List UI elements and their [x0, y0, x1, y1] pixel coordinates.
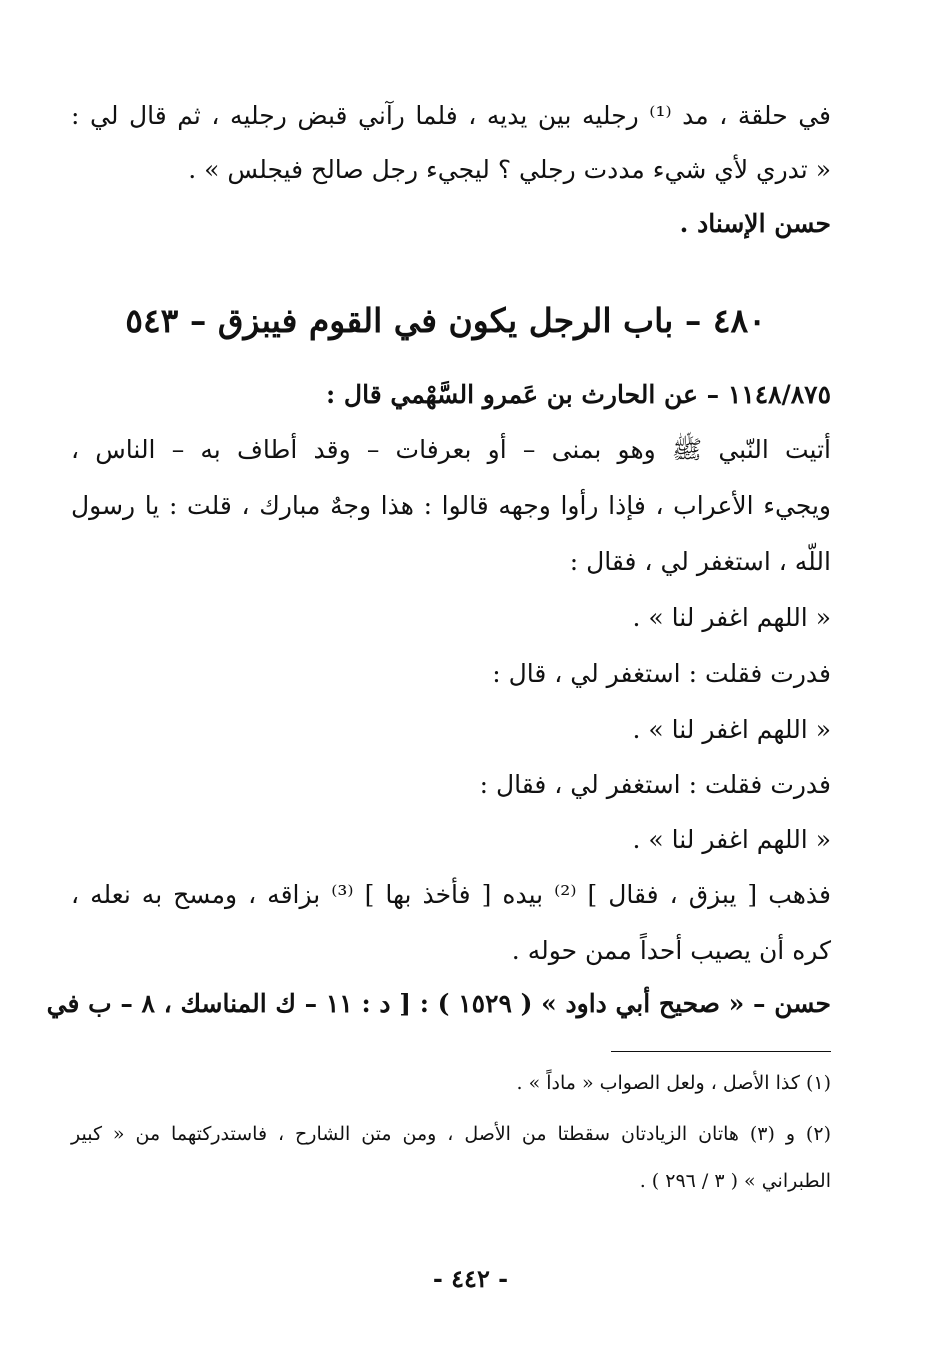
quote-line: « اللهم اغفر لنا » .	[632, 603, 831, 632]
paragraph-line: فدرت فقلت : استغفر لي ، قال :	[492, 659, 831, 688]
paragraph-line: « تدري لأي شيء مددت رجلي ؟ ليجيء رجل صالح فيجلس » .	[188, 155, 831, 184]
quote-line: « اللهم اغفر لنا » .	[632, 825, 831, 854]
footnote-divider	[611, 1051, 831, 1052]
hadith-grade-line: حسن – « صحيح أبي داود » ( ١٥٢٩ ) : [ د : ١١ – ك المناسك ، ٨ – ب في	[46, 989, 831, 1018]
footnote: (١) كذا الأصل ، ولعل الصواب « ماداً » .	[516, 1072, 831, 1094]
paragraph-line: فدرت فقلت : استغفر لي ، فقال :	[479, 770, 831, 799]
footnote: (٢) و (٣) هاتان الزيادتان سقطتا من الأصل ، ومن متن الشارح ، فاستدركتهما من « كبير	[71, 1123, 831, 1145]
footnote-continuation: الطبراني » ( ٣ / ٢٩٦ ) .	[639, 1170, 831, 1192]
paragraph-line: أتيت النّبي ﷺ وهو بمنى – أو بعرفات – وقد أطاف به – الناس ،	[71, 435, 831, 464]
page-number: - ٤٤٢ -	[432, 1264, 509, 1293]
paragraph-line: ويجيء الأعراب ، فإذا رأوا وجهه قالوا : هذا وجهٌ مبارك ، قلت : يا رسول	[71, 491, 831, 520]
chapter-title: ٤٨٠ – باب الرجل يكون في القوم فيبزق – ٥٤٣	[125, 301, 766, 340]
paragraph-line: كره أن يصيب أحداً ممن حوله .	[511, 936, 831, 965]
hadith-number-line: ١١٤٨/٨٧٥ – عن الحارث بن عَمرو السَّهْمي قال :	[326, 380, 831, 409]
hadith-grade: حسن الإسناد .	[679, 209, 831, 238]
quote-line: « اللهم اغفر لنا » .	[632, 715, 831, 744]
paragraph-line: فذهب [ يبزق ، فقال ] ⁽²⁾ بيده [ فأخذ بها ] ⁽³⁾ بزاقه ، ومسح به نعله ،	[71, 880, 831, 909]
paragraph-line: في حلقة ، مد ⁽¹⁾ رجليه بين يديه ، فلما رآني قبض رجليه ، ثم قال لي :	[71, 101, 831, 130]
paragraph-line: اللّه ، استغفر لي ، فقال :	[569, 547, 831, 576]
